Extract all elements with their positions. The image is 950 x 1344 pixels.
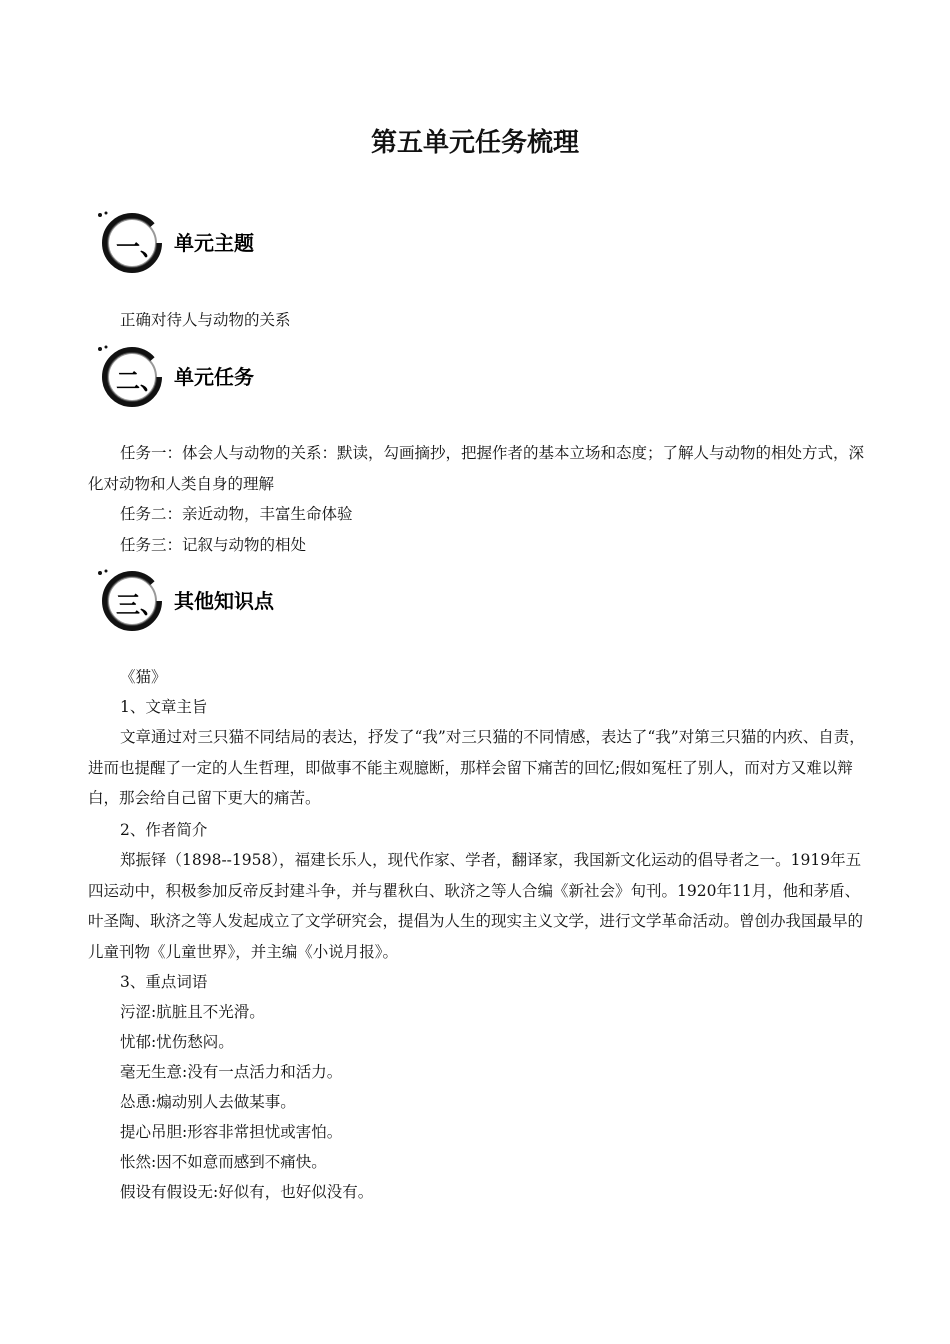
- subheading-2: 2、作者简介: [120, 821, 208, 839]
- paragraph-1: 文章通过对三只猫不同结局的表达，抒发了“我”对三只猫的不同情感，表达了“我”对第三只猫的内疚、自责，进而也提醒了一定的人生哲理，即做事不能主观臆断，那样会留下痛苦的回忆;假如冤枉了别人，而对方又难以辩白，那会给自己留下更大的痛苦。: [88, 728, 865, 807]
- word-item: 怂恿:煽动别人去做某事。: [120, 1093, 296, 1111]
- word-item: 毫无生意:没有一点活力和活力。: [120, 1063, 343, 1081]
- word-item: 提心吊胆:形容非常担忧或害怕。: [120, 1123, 343, 1141]
- theme-text: 正确对待人与动物的关系: [120, 311, 291, 329]
- subheading-3: 3、重点词语: [120, 973, 208, 991]
- subheading-1: 1、文章主旨: [120, 698, 208, 716]
- word-item: 污涩:肮脏且不光滑。: [120, 1003, 265, 1021]
- task-3: 任务三：记叙与动物的相处: [120, 536, 307, 554]
- section-heading-2: [88, 341, 488, 411]
- paragraph-2: 郑振铎（1898--1958），福建长乐人，现代作家、学者，翻译家，我国新文化运动的倡导者之一。1919年五四运动中，积极参加反帝反封建斗争，并与瞿秋白、耿济之等人合编《新社会》旬刊。1920年11月，他和茅盾、叶圣陶、耿济之等人发起成立了文学研究会，提倡为人生的现实主义文学，进行文学革命活动。曾创办我国最早的儿童刊物《儿童世界》，并主编《小说月报》。: [88, 851, 864, 961]
- section-number: 一、: [116, 233, 164, 261]
- task-2: 任务二：亲近动物，丰富生命体验: [120, 505, 353, 523]
- word-item: 怅然:因不如意而感到不痛快。: [120, 1153, 327, 1171]
- section-title: 其他知识点: [174, 589, 274, 613]
- section-number: 二、: [116, 367, 164, 395]
- word-item: 忧郁:忧伤愁闷。: [120, 1033, 234, 1051]
- section-heading-3: [88, 565, 488, 635]
- book-title: 《猫》: [120, 668, 167, 686]
- section-title: 单元主题: [174, 231, 254, 255]
- word-item: 假设有假设无:好似有，也好似没有。: [120, 1183, 374, 1201]
- section-heading-1: [88, 207, 488, 277]
- task-1: 任务一：体会人与动物的关系：默读，勾画摘抄，把握作者的基本立场和态度；了解人与动物的相处方式，深化对动物和人类自身的理解: [88, 444, 865, 493]
- section-title: 单元任务: [174, 365, 254, 389]
- section-number: 三、: [116, 591, 164, 619]
- page-title: 第五单元任务梳理: [370, 128, 579, 158]
